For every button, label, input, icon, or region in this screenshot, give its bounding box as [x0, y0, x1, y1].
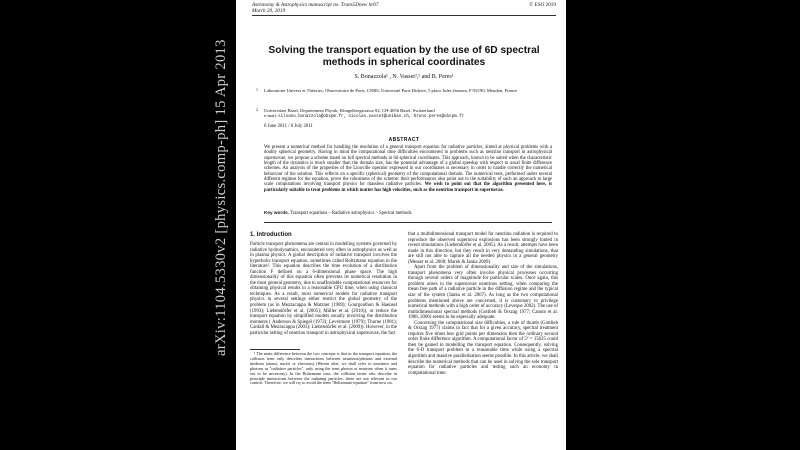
intro-paragraph: that a multidimensional transport model for neutrino radiation is required to reproduce the observed supernova explosions has been strongly hinted in recent simulations (Liebendörfer et al. 2005). As a result, attempts have been made in this direction, but they result in very demanding simulations, that are still not able to capture all the needed physics in a general geometry (Messer et al. 2008; Marek & Janka 2009). [408, 232, 558, 265]
footnote-rule [250, 349, 300, 350]
affiliation-1 [256, 87, 554, 93]
footnote: ¹ The main difference between the two concepts is that in the transport equation, the collision term only describes interactions between neutrinos/photons and external medium (atoms, nuclei or electrons) (Herein after, we shall refer to neutrinos and photons as "radiative particles", only using the term photon or neutrino when it turns out to be necessary). In the Boltzmann case, the collision terms also describe in principle interactions between the radiating particles; these are not relevant in our context. Therefore, we will try to avoid the term "Boltzmann equation" from now on. [250, 351, 397, 386]
abstract-heading: ABSTRACT [388, 137, 420, 143]
intro-paragraph: Concerning the computational size difficulties, a rule of thumb (Gottlieb & Orszag 1977) claims in fact that for a given accuracy, spectral treatment requires five times less grid points per dimension then the ordinary second order finite difference algorithm. A computational factor of 5⁶ = 15625 could then be gained in modelling the transport equation. Consequently, solving the 6-D transport problem in a reasonable time while using a spectral algorithm and massive parallelisation seems possible. In this article, we shall describe the numerical methods that can be used in solving the sole transport equation for radiative particles and testing such an economy in computational time. [408, 320, 558, 376]
footnotes [250, 352, 397, 387]
copyright: © ESO 2019 [529, 2, 556, 8]
affiliation-text: Laboratoire Univers et Théories, Observatoire de Paris, CNRS, Université Paris Diderot, 5 place Jules Janssen, F-92190, Meudon, France [264, 88, 518, 93]
affiliation-text: Universitaet Basel, Departement Physik, Klingelbergstrasse 82, CH-4056 Basel, Switzerland [264, 108, 435, 113]
abstract-rule [264, 222, 552, 223]
received-dates: 6 June 2011 / 6 July 2011 [264, 124, 313, 129]
email-addresses[interactable]: silvano.bonazzola@obspm.fr, nicolas.vasset@unibas.ch, bruno.peres@obspm.fr [278, 115, 465, 120]
affiliation-number: 1 [256, 87, 258, 92]
journal-line: Astronomy & Astrophysics manuscript no. Trans5Dnew hr07 [252, 2, 379, 8]
section-heading: 1. Introduction [250, 232, 292, 238]
date-line: March 20, 2019 [252, 8, 286, 14]
header-rule [252, 15, 556, 16]
abstract-text: We present a numerical method for handling the resolution of a general transport equation for radiative particles, aimed at physical problems with a doubly spherical geometry. Having in mind the computational time difficulties encountered in problems such as neutrino transport in astrophysical supernovae, we propose a scheme based on full spectral methods in 6d spherical coordinates. This approach, known to be suited when the characteristic length of the dynamics is much smaller than the domain size, has the potential advantage of a global speedup with respect to usual finite difference schemes. An analysis of the properties of the Liouville operator expressed in our coordinates is necessary in order to handle correctly the numerical behaviour of the solution. This reflects on a specific (spherical) geometry of the computational domain. The numerical tests, performed under several different regimes for the equation, prove the robustness of the scheme: their performances also point out to the suitability of such an approach to large scale computations involving transport physics for massless radiative particles. [264, 145, 552, 188]
keywords-label: Key words. [264, 210, 290, 215]
abstract-bold-text: We wish to point out that the algorithm presented here, is particularly suitable to treat problems in which matter has high velocities, such as the neutrino transport in supernovae. [264, 182, 552, 193]
paper-page [236, 0, 566, 450]
right-column [408, 232, 558, 376]
arxiv-stamp: arXiv:1104.5330v2 [physics.comp-ph] 15 Apr 2013 [213, 39, 229, 356]
running-header [252, 2, 556, 14]
affiliation-number: 2 [256, 107, 258, 112]
affiliation-2 [256, 107, 554, 121]
abstract-body [264, 145, 552, 193]
email-label: e-mail: [264, 113, 278, 119]
left-column [250, 242, 397, 336]
keywords-text: Transport equations – Radiative astrophysics – Spectral methods [290, 211, 412, 216]
intro-paragraph: Particle transport phenomena are central in modelling systems governed by radiative hydrodynamics, encountered very often in astrophysics as well as in plasma physics. A global description of radiative transport involves the hyperbolic transport equation, sometimes called Boltzmann equation in the literature¹. This equation describes the time evolution of a distribution function F defined on a 6-dimensional phase space. The high dimensionality of this equation often prevents its numerical resolution in the most general geometry, due to unaffordable computational resources for obtaining physical results in a reasonable CPU time, when using classical techniques. As a result, most numerical models for radiative transport physics in several settings either restrict the global geometry of the problem (as in Mezzacappa & Matzner (1989); Gourgoulhon & Haensel (1993); Liebendörfer et al. (2005); Müller et al. (2010)), or reduce the transport equation by simplified models usually involving the distribution moments ( Anderson & Spiegel (1972); Levermore (1979); Thorne (1981); Cardall & Mezzacappa (2003); Liebendörfer et al. (2009)). However, in the particular setting of neutrino transport in astrophysical supernovae, the fact [250, 242, 397, 336]
keywords [264, 210, 552, 216]
intro-paragraph: Apart from the problem of dimensionality and size of the simulations, transport phenomena very often involve physical processes occurring through several orders of magnitude for particular scales. Once again, this problem arises in the supernovae neutrinos setting, when comparing the mean free path of a radiative particle in the diffusion regime and the typical size of the system (Janka et al. 2007). As long as the two computational problems mentioned above are concerned, it is customary to privilege numerical methods with a high order of accuracy (Leveque 2002). The use of multidimensional spectral methods (Gottlieb & Orszag 1977; Canuto et al. 1988, 2006) seems to be especially adequate. [408, 265, 558, 321]
authors: S. Bonazzola¹ , N. Vasset²,¹ and B. Peres¹ [354, 74, 454, 80]
paper-title: Solving the transport equation by the use of 6D spectral methods in spherical coordinates [268, 45, 540, 68]
